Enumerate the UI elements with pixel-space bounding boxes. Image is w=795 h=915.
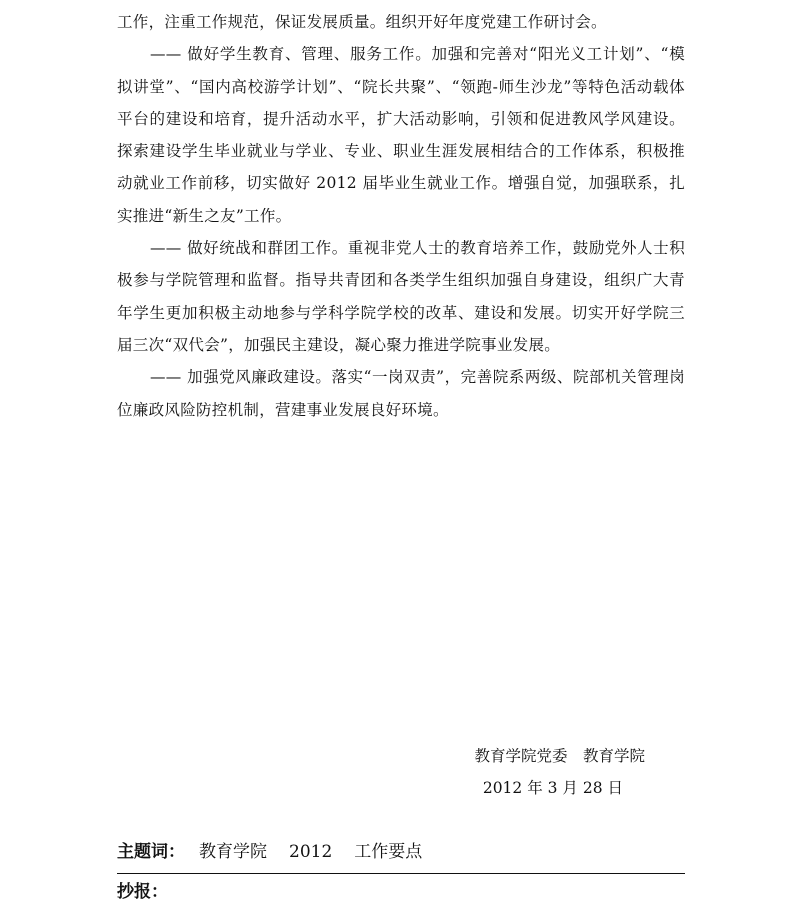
document-body [117, 6, 685, 426]
divider-line [117, 873, 685, 874]
issue-date: 2012 年 3 月 28 日 [482, 779, 623, 797]
keyword-item: 工作要点 [354, 842, 423, 862]
paragraph-united-front: —— 做好统战和群团工作。重视非党人士的教育培养工作，鼓励党外人士积极参与学院管理和监督。指导共青团和各类学生组织加强自身建设，组织广大青年学生更加积极主动地参与学科学院学校的改革、建设和发展。切实开好学院三届三次“双代会”，加强民主建设，凝心聚力推进学院事业发展。 [117, 239, 685, 354]
keyword-item: 教育学院 [199, 842, 267, 862]
keywords-label: 主题词： [117, 842, 185, 862]
paragraph-student-work: —— 做好学生教育、管理、服务工作。加强和完善对“阳光义工计划”、“模拟讲堂”、“国内高校游学计划”、“院长共聚”、“领跑-师生沙龙”等特色活动载体平台的建设和培育，提升活动水平，扩大活动影响，引领和促进教风学风建设。探索建设学生毕业就业与学业、专业、职业生涯发展相结合的工作体系，积极推动就业工作前移，切实做好 2012 届毕业生就业工作。增强自觉，加强联系，扎实推进“新生之友”工作。 [117, 45, 685, 225]
paragraph-integrity: —— 加强党风廉政建设。落实“一岗双责”，完善院系两级、院部机关管理岗位廉政风险防控机制，营建事业发展良好环境。 [117, 368, 685, 419]
cc-label: 抄报： [117, 882, 168, 902]
signature-block [474, 740, 645, 804]
issuing-organization: 教育学院党委 教育学院 [474, 747, 645, 765]
subject-keywords [117, 840, 422, 864]
paragraph-continuation: 工作，注重工作规范，保证发展质量。组织开好年度党建工作研讨会。 [117, 13, 607, 31]
keyword-item: 2012 [289, 842, 333, 862]
cc-line [117, 880, 168, 904]
